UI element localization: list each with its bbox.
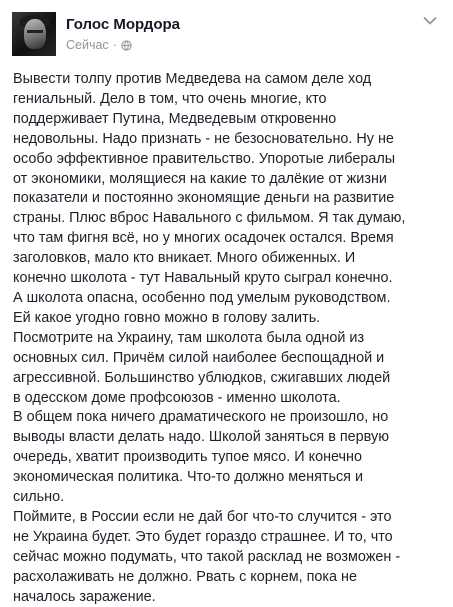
post-text-line: началось заражение. — [13, 588, 156, 605]
post-text-line: расхолаживать не должно. Рвать с корнем, пока не — [13, 568, 357, 585]
post-text-line: в одесском доме профсоюзов - именно школота. — [13, 389, 341, 406]
post-text-line: агрессивной. Большинство ублюдков, сжигавших людей — [13, 369, 391, 386]
chevron-down-icon[interactable] — [423, 16, 437, 26]
post-text-line: сильно. — [13, 489, 65, 506]
post-text-line: не Украина будет. Это будет гораздо страшнее. И то, что — [13, 528, 393, 545]
post-text-line: гениальный. Дело в том, что очень многие, кто — [13, 90, 327, 107]
author-name[interactable]: Голос Мордора — [66, 16, 180, 33]
post-text-line: основных сил. Причём силой наиболее беспощадной и — [13, 349, 385, 366]
post-text-line: особо эффективное правительство. Упоротые либералы — [13, 150, 396, 167]
post-text-line: В общем пока ничего драматического не произошло, но — [13, 409, 389, 426]
post-timestamp[interactable]: Сейчас — [66, 38, 109, 52]
post-header — [12, 12, 441, 56]
post-text-line: показатели и постоянно экономящие деньги на развитие — [13, 190, 395, 207]
post-text-line: выводы власти делать надо. Школой заняться в первую — [13, 429, 389, 446]
post-text-line: поддерживает Путина, Медведевым откровенно — [13, 110, 337, 127]
author-avatar[interactable] — [12, 12, 56, 56]
globe-icon[interactable] — [121, 40, 132, 51]
post-text-line: заголовков, мало кто вникает. Много обиженных. И — [13, 250, 356, 267]
post-text-line: страны. Плюс вброс Навального с фильмом. Я так думаю, — [13, 210, 406, 227]
post-text-line: экономическая политика. Что-то должно меняться и — [13, 469, 363, 486]
post-text-line: очередь, хватит производить тупое мясо. И конечно — [13, 449, 362, 466]
meta-separator: · — [112, 38, 117, 52]
post-text-line: А школота опасна, особенно под умелым руководством. — [13, 289, 391, 306]
post-text-line: конечно школота - тут Навальный круто сыграл конечно. — [13, 270, 393, 287]
post-meta — [66, 38, 132, 52]
post-text-line: от экономики, молящиеся на какие то далёкие от жизни — [13, 170, 387, 187]
post-text-line: недовольны. Надо признать - не безосновательно. Ну не — [13, 130, 394, 147]
post-text-line: Поймите, в России если не дай бог что-то случится - это — [13, 508, 392, 525]
post-text-line: что там фигня всё, но у многих осадочек остался. Время — [13, 230, 394, 247]
post-text-line: Посмотрите на Украину, там школота была одной из — [13, 329, 365, 346]
post-text-line: Ей какое угодно говно можно в голову залить. — [13, 309, 321, 326]
post-body-text — [13, 70, 443, 607]
avatar-eyes — [27, 30, 43, 33]
avatar-face — [24, 19, 46, 49]
post-text-line: сейчас можно подумать, что такой расклад не возможен - — [13, 548, 401, 565]
post-text-line: Вывести толпу против Медведева на самом деле ход — [13, 71, 372, 87]
